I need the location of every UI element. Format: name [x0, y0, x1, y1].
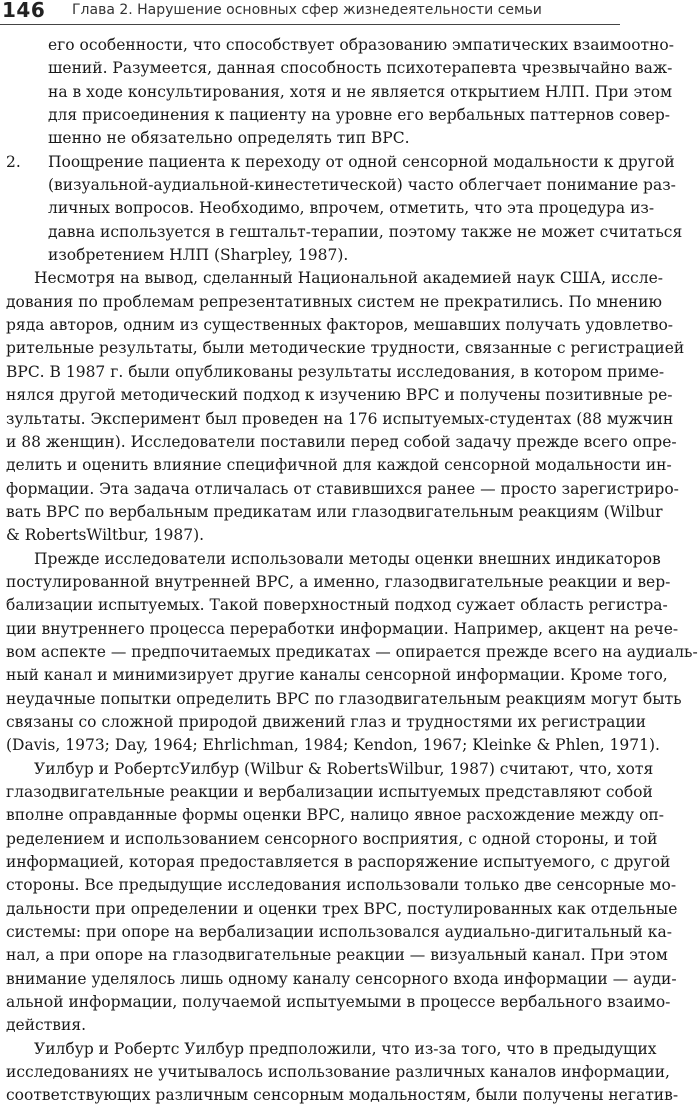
text-line: ряда авторов, одним из существенных факторов, мешавших получать удовлетво- [6, 316, 674, 335]
text-line: вать ВРС по вербальным предикатам или глазодвигательным реакциям (Wilbur [6, 502, 663, 521]
text-line: информацией, которая предоставляется в распоряжение испытуемого, с другой [6, 853, 671, 872]
text-line: его особенности, что способствует образованию эмпатических взаимоотно- [48, 36, 674, 54]
text-line: ции внутреннего процесса переработки информации. Например, акцент на рече- [6, 619, 679, 638]
paragraph [6, 267, 685, 547]
text-line: альной информации, получаемой испытуемыми в процессе вербального взаимо- [6, 993, 671, 1012]
text-line: и 88 женщин). Исследователи поставили перед собой задачу прежде всего опре- [6, 432, 677, 451]
paragraph [6, 548, 698, 758]
text-line: зультаты. Эксперимент был проведен на 176 испытуемых-студентах (88 мужчин [6, 409, 674, 428]
text-line: внимание уделялось лишь одному каналу сенсорного входа информации — ауди- [6, 969, 677, 988]
text-line: ределением и использованием сенсорного восприятия, с одной стороны, и той [6, 829, 658, 848]
text-line: изобретением НЛП (Sharpley, 1987). [48, 246, 349, 265]
text-line: глазодвигательные реакции и вербализации испытуемых представляют собой [6, 783, 653, 801]
text-line: нал, а при опоре на глазодвигательные реакции — визуальный канал. При этом [6, 946, 668, 965]
text-line: неудачные попытки определить ВРС по глазодвигательным реакциям могут быть [6, 689, 682, 708]
running-title: Глава 2. Нарушение основных сфер жизнедеятельности семьи [72, 2, 542, 18]
list-item-2 [6, 151, 683, 268]
paragraph [6, 1038, 679, 1108]
text-line: рительные результаты, были методические трудности, связанные с регистрацией [6, 339, 685, 358]
text-line: ный канал и минимизирует другие каналы сенсорной информации. Кроме того, [6, 666, 668, 685]
text-line: (Davis, 1973; Day, 1964; Ehrlichman, 1984; Kendon, 1967; Kleinke & Phlen, 1971). [6, 736, 660, 755]
text-line: формации. Эта задача отличалась от ставившихся ранее — просто зарегистриро- [6, 479, 679, 498]
text-line: соответствующих различным сенсорным модальностям, были получены негатив- [6, 1086, 679, 1105]
text-line: вполне оправданные формы оценки ВРС, налицо явное расхождение между оп- [6, 806, 664, 825]
paragraph [6, 758, 678, 1038]
text-line: связаны со сложной природой движений глаз и трудностями их регистрации [6, 712, 646, 731]
text-line: исследованиях не учитывалось использование различных каналов информации, [6, 1063, 670, 1082]
text-line: дальности при определении и оценки трех ВРС, постулированных как отдельные [6, 899, 678, 918]
page-header [0, 0, 620, 26]
text-line: личных вопросов. Необходимо, впрочем, отметить, что эта процедура из- [48, 199, 655, 218]
text-line: & RobertsWiltbur, 1987). [6, 526, 205, 545]
text-line: на в ходе консультирования, хотя и не является открытием НЛП. При этом [48, 82, 673, 101]
page-number: 146 [2, 0, 46, 22]
text-line: для присоединения к пациенту на уровне его вербальных паттернов совер- [48, 106, 671, 125]
text-line: шений. Разумеется, данная способность психотерапевта чрезвычайно важ- [48, 59, 673, 78]
text-line: Уилбур и РобертсУилбур (Wilbur & RobertsWilbur, 1987) считают, что, хотя [34, 759, 654, 778]
text-line: системы: при опоре на вербализации использовался аудиально-дигитальный ка- [6, 923, 672, 942]
list-item-text: Поощрение пациента к переходу от одной сенсорной модальности к другой [48, 152, 675, 171]
text-line: делить и оценить влияние специфичной для каждой сенсорной модальности ин- [6, 456, 672, 475]
list-item-number: 2. [6, 152, 21, 171]
text-line: (визуальной-аудиальной-кинестетической) часто облегчает понимание раз- [48, 176, 676, 195]
text-line: Несмотря на вывод, сделанный Национальной академией наук США, иссле- [34, 269, 663, 288]
text-line [6, 151, 675, 174]
text-line: Прежде исследователи использовали методы оценки внешних индикаторов [34, 549, 661, 568]
text-line: стороны. Все предыдущие исследования использовали только две сенсорные мо- [6, 876, 677, 895]
text-line: Уилбур и Робертс Уилбур предположили, что из-за того, что в предыдущих [34, 1039, 657, 1058]
text-line: бализации испытуемых. Такой поверхностный подход сужает область регистра- [6, 596, 668, 615]
text-line: ВРС. В 1987 г. были опубликованы результаты исследования, в котором приме- [6, 362, 665, 381]
text-line: действия. [6, 1016, 87, 1035]
text-line: постулированной внутренней ВРС, а именно, глазодвигательные реакции и вер- [6, 572, 671, 591]
text-line: шенно не обязательно определять тип ВРС. [48, 129, 410, 148]
text-line: нялся другой методический подход к изучению ВРС и получены позитивные ре- [6, 386, 673, 405]
page-body [6, 34, 698, 1108]
text-line: вом аспекте — предпочитаемых предикатах — опирается прежде всего на аудиаль- [6, 642, 698, 661]
list-item-1-continuation [6, 34, 674, 151]
text-line: давна используется в гештальт-терапии, поэтому также не может считаться [48, 222, 683, 241]
text-line: дования по проблемам репрезентативных систем не прекратились. По мнению [6, 292, 662, 311]
header-rule [0, 24, 620, 25]
